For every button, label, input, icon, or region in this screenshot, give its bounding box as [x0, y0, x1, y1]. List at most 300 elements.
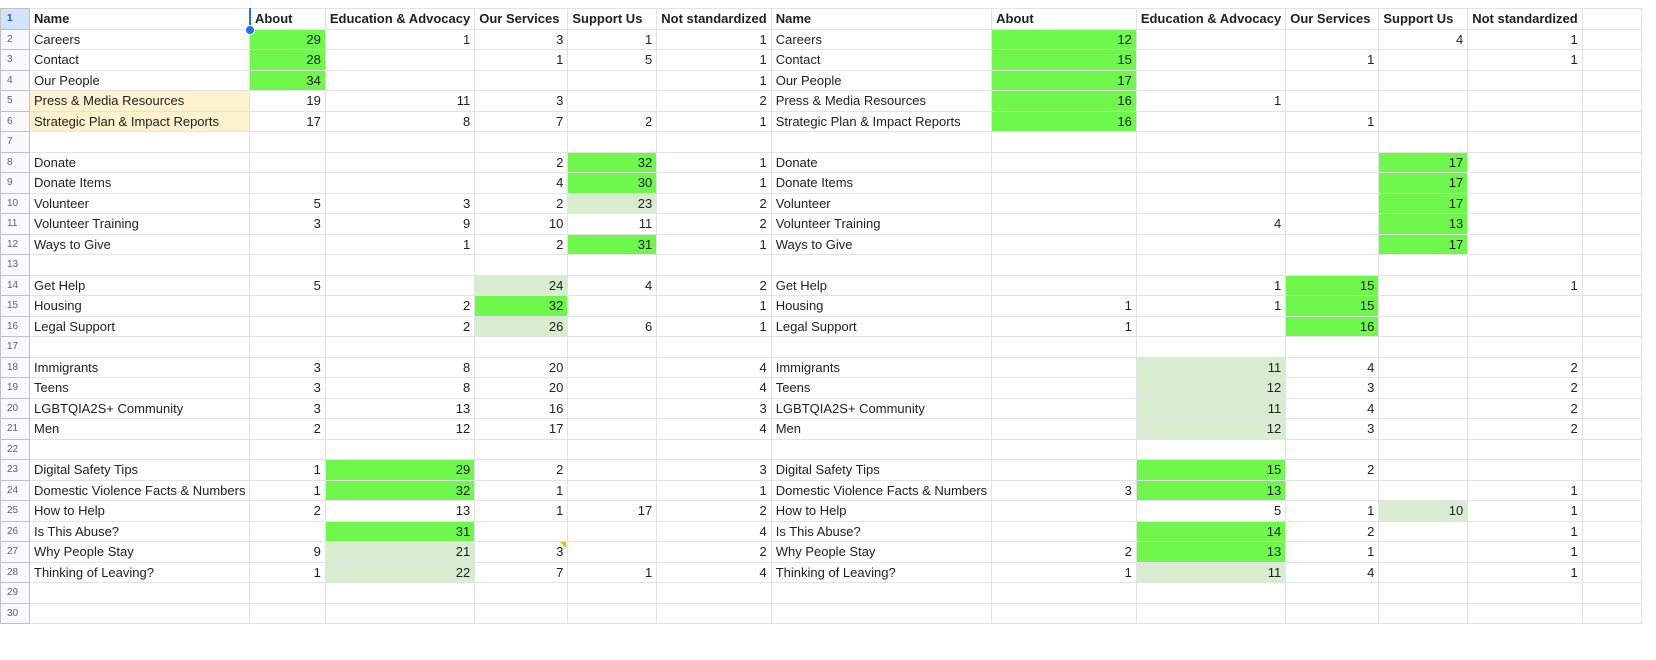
value-cell[interactable]: 1	[1468, 542, 1582, 563]
value-cell[interactable]: 1	[250, 562, 325, 583]
row-header[interactable]: 10	[1, 193, 30, 214]
value-cell[interactable]: 2	[250, 419, 325, 440]
value-cell[interactable]	[1379, 480, 1468, 501]
value-cell[interactable]: 28	[250, 50, 325, 71]
name-cell[interactable]: Housing	[30, 296, 250, 317]
value-cell[interactable]	[992, 234, 1137, 255]
name-cell[interactable]	[30, 583, 250, 604]
value-cell[interactable]	[1286, 214, 1379, 235]
value-cell[interactable]	[325, 583, 474, 604]
value-cell[interactable]: 1	[1136, 296, 1285, 317]
column-header-cell[interactable]: Education & Advocacy	[1136, 9, 1285, 30]
value-cell[interactable]: 2	[992, 542, 1137, 563]
value-cell[interactable]	[1136, 234, 1285, 255]
value-cell[interactable]: 1	[657, 111, 771, 132]
value-cell[interactable]: 13	[325, 501, 474, 522]
value-cell[interactable]	[250, 152, 325, 173]
value-cell[interactable]: 3	[475, 29, 568, 50]
value-cell[interactable]	[568, 398, 657, 419]
value-cell[interactable]: 5	[1136, 501, 1285, 522]
value-cell[interactable]: 2	[568, 111, 657, 132]
value-cell[interactable]: 2	[1286, 460, 1379, 481]
value-cell[interactable]	[250, 132, 325, 153]
value-cell[interactable]	[568, 521, 657, 542]
value-cell[interactable]	[1379, 603, 1468, 624]
value-cell[interactable]: 4	[657, 419, 771, 440]
empty-cell[interactable]	[1582, 70, 1641, 91]
empty-cell[interactable]	[1582, 357, 1641, 378]
empty-cell[interactable]	[1582, 275, 1641, 296]
name-cell[interactable]	[30, 132, 250, 153]
value-cell[interactable]: 13	[1379, 214, 1468, 235]
value-cell[interactable]	[992, 460, 1137, 481]
value-cell[interactable]	[1286, 480, 1379, 501]
value-cell[interactable]: 31	[325, 521, 474, 542]
value-cell[interactable]: 2	[475, 193, 568, 214]
value-cell[interactable]: 17	[1379, 234, 1468, 255]
value-cell[interactable]: 4	[657, 562, 771, 583]
empty-cell[interactable]	[1582, 111, 1641, 132]
value-cell[interactable]	[568, 296, 657, 317]
name-cell[interactable]: Press & Media Resources	[30, 91, 250, 112]
value-cell[interactable]: 2	[657, 275, 771, 296]
empty-cell[interactable]	[1582, 378, 1641, 399]
empty-cell[interactable]	[1582, 214, 1641, 235]
value-cell[interactable]	[992, 255, 1137, 276]
value-cell[interactable]	[657, 255, 771, 276]
row-header[interactable]: 16	[1, 316, 30, 337]
value-cell[interactable]	[568, 542, 657, 563]
value-cell[interactable]	[992, 419, 1137, 440]
value-cell[interactable]	[1468, 111, 1582, 132]
value-cell[interactable]: 4	[1286, 398, 1379, 419]
value-cell[interactable]: 2	[475, 460, 568, 481]
value-cell[interactable]	[1136, 337, 1285, 358]
value-cell[interactable]: 31	[568, 234, 657, 255]
value-cell[interactable]: 10	[475, 214, 568, 235]
value-cell[interactable]: 14	[1136, 521, 1285, 542]
value-cell[interactable]	[1468, 316, 1582, 337]
value-cell[interactable]	[1379, 521, 1468, 542]
value-cell[interactable]	[1379, 275, 1468, 296]
value-cell[interactable]: 7	[475, 562, 568, 583]
value-cell[interactable]	[1379, 337, 1468, 358]
value-cell[interactable]	[1468, 337, 1582, 358]
value-cell[interactable]: 17	[992, 70, 1137, 91]
value-cell[interactable]	[1468, 296, 1582, 317]
row-header[interactable]: 13	[1, 255, 30, 276]
value-cell[interactable]: 1	[1468, 480, 1582, 501]
value-cell[interactable]	[1468, 234, 1582, 255]
value-cell[interactable]: 1	[1286, 542, 1379, 563]
name-cell[interactable]: Strategic Plan & Impact Reports	[30, 111, 250, 132]
value-cell[interactable]: 26	[475, 316, 568, 337]
name-cell[interactable]: Donate Items	[771, 173, 991, 194]
value-cell[interactable]: 23	[568, 193, 657, 214]
value-cell[interactable]: 13	[325, 398, 474, 419]
value-cell[interactable]	[250, 521, 325, 542]
value-cell[interactable]	[1136, 70, 1285, 91]
empty-cell[interactable]	[1582, 296, 1641, 317]
value-cell[interactable]	[1379, 316, 1468, 337]
value-cell[interactable]: 17	[250, 111, 325, 132]
value-cell[interactable]: 2	[657, 542, 771, 563]
value-cell[interactable]	[568, 255, 657, 276]
empty-cell[interactable]	[1582, 480, 1641, 501]
value-cell[interactable]: 3	[475, 542, 568, 563]
name-cell[interactable]: Press & Media Resources	[771, 91, 991, 112]
row-header[interactable]: 9	[1, 173, 30, 194]
value-cell[interactable]: 20	[475, 357, 568, 378]
value-cell[interactable]	[657, 603, 771, 624]
empty-cell[interactable]	[1582, 193, 1641, 214]
name-cell[interactable]: Volunteer	[771, 193, 991, 214]
name-cell[interactable]: Volunteer Training	[771, 214, 991, 235]
value-cell[interactable]	[1286, 132, 1379, 153]
value-cell[interactable]: 4	[1286, 562, 1379, 583]
name-cell[interactable]: Contact	[771, 50, 991, 71]
selection-fill-handle[interactable]	[245, 25, 255, 35]
value-cell[interactable]	[1379, 460, 1468, 481]
value-cell[interactable]: 2	[325, 316, 474, 337]
row-header[interactable]: 21	[1, 419, 30, 440]
value-cell[interactable]: 8	[325, 357, 474, 378]
row-header[interactable]: 12	[1, 234, 30, 255]
value-cell[interactable]: 29	[325, 460, 474, 481]
value-cell[interactable]	[1136, 173, 1285, 194]
value-cell[interactable]	[1468, 173, 1582, 194]
value-cell[interactable]	[1379, 50, 1468, 71]
value-cell[interactable]	[1379, 378, 1468, 399]
value-cell[interactable]: 3	[657, 460, 771, 481]
value-cell[interactable]: 13	[1136, 542, 1285, 563]
value-cell[interactable]	[992, 152, 1137, 173]
value-cell[interactable]: 1	[1286, 501, 1379, 522]
empty-cell[interactable]	[1582, 255, 1641, 276]
column-header-cell[interactable]: Education & Advocacy	[325, 9, 474, 30]
value-cell[interactable]	[1286, 439, 1379, 460]
name-cell[interactable]: Domestic Violence Facts & Numbers	[30, 480, 250, 501]
value-cell[interactable]	[325, 50, 474, 71]
value-cell[interactable]: 1	[250, 480, 325, 501]
value-cell[interactable]	[325, 603, 474, 624]
name-cell[interactable]: Digital Safety Tips	[30, 460, 250, 481]
empty-cell[interactable]	[1582, 316, 1641, 337]
value-cell[interactable]	[475, 521, 568, 542]
value-cell[interactable]	[1468, 132, 1582, 153]
value-cell[interactable]	[1379, 419, 1468, 440]
value-cell[interactable]: 4	[657, 521, 771, 542]
value-cell[interactable]	[1468, 214, 1582, 235]
value-cell[interactable]: 1	[992, 316, 1137, 337]
value-cell[interactable]: 1	[657, 50, 771, 71]
value-cell[interactable]	[1468, 603, 1582, 624]
value-cell[interactable]	[568, 460, 657, 481]
value-cell[interactable]: 9	[325, 214, 474, 235]
empty-cell[interactable]	[1582, 603, 1641, 624]
value-cell[interactable]: 2	[475, 152, 568, 173]
value-cell[interactable]: 3	[657, 398, 771, 419]
name-cell[interactable]: Thinking of Leaving?	[771, 562, 991, 583]
empty-cell[interactable]	[1582, 521, 1641, 542]
name-cell[interactable]: Why People Stay	[30, 542, 250, 563]
value-cell[interactable]: 1	[657, 29, 771, 50]
value-cell[interactable]: 17	[1379, 152, 1468, 173]
name-cell[interactable]: LGBTQIA2S+ Community	[30, 398, 250, 419]
value-cell[interactable]	[1286, 91, 1379, 112]
value-cell[interactable]: 1	[1286, 50, 1379, 71]
value-cell[interactable]: 12	[325, 419, 474, 440]
value-cell[interactable]	[568, 419, 657, 440]
value-cell[interactable]: 20	[475, 378, 568, 399]
name-cell[interactable]: How to Help	[30, 501, 250, 522]
value-cell[interactable]	[325, 439, 474, 460]
value-cell[interactable]: 3	[325, 193, 474, 214]
value-cell[interactable]: 1	[1468, 29, 1582, 50]
empty-cell[interactable]	[1582, 583, 1641, 604]
empty-cell[interactable]	[1582, 439, 1641, 460]
value-cell[interactable]: 1	[1468, 50, 1582, 71]
empty-cell[interactable]	[1582, 398, 1641, 419]
name-cell[interactable]: Men	[30, 419, 250, 440]
name-cell[interactable]: Housing	[771, 296, 991, 317]
value-cell[interactable]: 15	[1286, 275, 1379, 296]
value-cell[interactable]	[250, 337, 325, 358]
value-cell[interactable]: 11	[568, 214, 657, 235]
value-cell[interactable]	[657, 132, 771, 153]
value-cell[interactable]: 5	[250, 193, 325, 214]
value-cell[interactable]: 1	[1468, 562, 1582, 583]
name-cell[interactable]: Why People Stay	[771, 542, 991, 563]
value-cell[interactable]: 17	[568, 501, 657, 522]
value-cell[interactable]	[568, 378, 657, 399]
value-cell[interactable]	[657, 337, 771, 358]
name-cell[interactable]: Donate	[771, 152, 991, 173]
value-cell[interactable]: 10	[1379, 501, 1468, 522]
value-cell[interactable]: 2	[1468, 357, 1582, 378]
row-header[interactable]: 4	[1, 70, 30, 91]
value-cell[interactable]	[250, 234, 325, 255]
value-cell[interactable]	[325, 275, 474, 296]
row-header[interactable]: 29	[1, 583, 30, 604]
value-cell[interactable]	[992, 398, 1137, 419]
value-cell[interactable]: 30	[568, 173, 657, 194]
value-cell[interactable]	[992, 501, 1137, 522]
value-cell[interactable]: 17	[475, 419, 568, 440]
column-header-cell[interactable]: About	[250, 9, 325, 30]
value-cell[interactable]: 2	[657, 193, 771, 214]
value-cell[interactable]: 1	[1468, 501, 1582, 522]
empty-cell[interactable]	[1582, 419, 1641, 440]
value-cell[interactable]: 5	[568, 50, 657, 71]
name-cell[interactable]: Ways to Give	[30, 234, 250, 255]
value-cell[interactable]	[1286, 255, 1379, 276]
value-cell[interactable]: 16	[475, 398, 568, 419]
name-cell[interactable]: How to Help	[771, 501, 991, 522]
value-cell[interactable]	[992, 337, 1137, 358]
cell-note-indicator[interactable]	[560, 542, 566, 548]
value-cell[interactable]	[325, 70, 474, 91]
value-cell[interactable]	[657, 583, 771, 604]
value-cell[interactable]	[568, 583, 657, 604]
value-cell[interactable]	[1136, 583, 1285, 604]
value-cell[interactable]: 1	[475, 501, 568, 522]
empty-cell[interactable]	[1582, 50, 1641, 71]
value-cell[interactable]	[568, 439, 657, 460]
value-cell[interactable]: 1	[657, 480, 771, 501]
value-cell[interactable]	[1379, 111, 1468, 132]
name-cell[interactable]: Get Help	[771, 275, 991, 296]
name-cell[interactable]	[30, 439, 250, 460]
value-cell[interactable]: 22	[325, 562, 474, 583]
row-header[interactable]: 30	[1, 603, 30, 624]
value-cell[interactable]: 4	[475, 173, 568, 194]
empty-cell[interactable]	[1582, 9, 1641, 30]
value-cell[interactable]	[250, 316, 325, 337]
row-header[interactable]: 5	[1, 91, 30, 112]
value-cell[interactable]: 3	[1286, 378, 1379, 399]
value-cell[interactable]	[1379, 562, 1468, 583]
value-cell[interactable]	[568, 357, 657, 378]
value-cell[interactable]	[1379, 70, 1468, 91]
value-cell[interactable]: 4	[568, 275, 657, 296]
value-cell[interactable]: 5	[250, 275, 325, 296]
value-cell[interactable]: 12	[992, 29, 1137, 50]
value-cell[interactable]: 1	[992, 296, 1137, 317]
value-cell[interactable]	[325, 173, 474, 194]
value-cell[interactable]	[1286, 173, 1379, 194]
name-cell[interactable]: Immigrants	[30, 357, 250, 378]
empty-cell[interactable]	[1582, 152, 1641, 173]
name-cell[interactable]: Careers	[771, 29, 991, 50]
column-header-cell[interactable]: Name	[30, 9, 250, 30]
value-cell[interactable]	[1286, 583, 1379, 604]
value-cell[interactable]: 3	[992, 480, 1137, 501]
value-cell[interactable]: 11	[1136, 562, 1285, 583]
name-cell[interactable]: Teens	[771, 378, 991, 399]
value-cell[interactable]	[992, 603, 1137, 624]
row-header[interactable]: 1	[1, 9, 30, 30]
value-cell[interactable]: 1	[475, 50, 568, 71]
value-cell[interactable]	[475, 439, 568, 460]
value-cell[interactable]: 1	[568, 562, 657, 583]
value-cell[interactable]	[1136, 152, 1285, 173]
row-header[interactable]: 15	[1, 296, 30, 317]
value-cell[interactable]	[992, 173, 1137, 194]
name-cell[interactable]: Digital Safety Tips	[771, 460, 991, 481]
name-cell[interactable]	[771, 132, 991, 153]
value-cell[interactable]: 1	[475, 480, 568, 501]
value-cell[interactable]	[250, 296, 325, 317]
name-cell[interactable]	[30, 255, 250, 276]
value-cell[interactable]	[1379, 296, 1468, 317]
row-header[interactable]: 28	[1, 562, 30, 583]
row-header[interactable]: 11	[1, 214, 30, 235]
value-cell[interactable]	[325, 152, 474, 173]
value-cell[interactable]: 2	[250, 501, 325, 522]
value-cell[interactable]	[1136, 316, 1285, 337]
value-cell[interactable]: 4	[657, 357, 771, 378]
value-cell[interactable]: 1	[657, 296, 771, 317]
value-cell[interactable]	[325, 337, 474, 358]
value-cell[interactable]	[1136, 603, 1285, 624]
name-cell[interactable]	[771, 255, 991, 276]
value-cell[interactable]	[1136, 439, 1285, 460]
value-cell[interactable]: 4	[1379, 29, 1468, 50]
name-cell[interactable]	[30, 337, 250, 358]
name-cell[interactable]: Strategic Plan & Impact Reports	[771, 111, 991, 132]
value-cell[interactable]	[1468, 255, 1582, 276]
value-cell[interactable]	[568, 132, 657, 153]
name-cell[interactable]: Men	[771, 419, 991, 440]
value-cell[interactable]	[657, 439, 771, 460]
name-cell[interactable]: Ways to Give	[771, 234, 991, 255]
name-cell[interactable]: Contact	[30, 50, 250, 71]
value-cell[interactable]	[475, 583, 568, 604]
row-header[interactable]: 22	[1, 439, 30, 460]
value-cell[interactable]: 3	[250, 398, 325, 419]
row-header[interactable]: 19	[1, 378, 30, 399]
value-cell[interactable]	[1379, 357, 1468, 378]
name-cell[interactable]: Thinking of Leaving?	[30, 562, 250, 583]
value-cell[interactable]: 4	[657, 378, 771, 399]
name-cell[interactable]: Donate	[30, 152, 250, 173]
value-cell[interactable]: 1	[1468, 521, 1582, 542]
value-cell[interactable]: 3	[475, 91, 568, 112]
value-cell[interactable]	[992, 439, 1137, 460]
row-header[interactable]: 3	[1, 50, 30, 71]
value-cell[interactable]: 1	[657, 70, 771, 91]
value-cell[interactable]: 19	[250, 91, 325, 112]
column-header-cell[interactable]: Our Services	[475, 9, 568, 30]
value-cell[interactable]	[568, 603, 657, 624]
row-header[interactable]: 17	[1, 337, 30, 358]
value-cell[interactable]	[325, 132, 474, 153]
name-cell[interactable]: Teens	[30, 378, 250, 399]
column-header-cell[interactable]: Not standardized	[657, 9, 771, 30]
name-cell[interactable]: Legal Support	[771, 316, 991, 337]
value-cell[interactable]	[1468, 152, 1582, 173]
value-cell[interactable]: 11	[1136, 357, 1285, 378]
value-cell[interactable]	[1468, 91, 1582, 112]
value-cell[interactable]: 2	[475, 234, 568, 255]
row-header[interactable]: 24	[1, 480, 30, 501]
value-cell[interactable]	[992, 132, 1137, 153]
name-cell[interactable]: Immigrants	[771, 357, 991, 378]
value-cell[interactable]: 15	[1286, 296, 1379, 317]
value-cell[interactable]: 2	[1468, 419, 1582, 440]
empty-cell[interactable]	[1582, 132, 1641, 153]
value-cell[interactable]: 7	[475, 111, 568, 132]
row-header[interactable]: 7	[1, 132, 30, 153]
value-cell[interactable]: 11	[1136, 398, 1285, 419]
value-cell[interactable]	[475, 132, 568, 153]
empty-cell[interactable]	[1582, 460, 1641, 481]
value-cell[interactable]	[1379, 255, 1468, 276]
value-cell[interactable]	[1468, 70, 1582, 91]
column-header-cell[interactable]: Name	[771, 9, 991, 30]
value-cell[interactable]: 9	[250, 542, 325, 563]
empty-cell[interactable]	[1582, 29, 1641, 50]
value-cell[interactable]: 12	[1136, 378, 1285, 399]
value-cell[interactable]: 34	[250, 70, 325, 91]
name-cell[interactable]	[771, 439, 991, 460]
value-cell[interactable]: 15	[1136, 460, 1285, 481]
value-cell[interactable]: 2	[1468, 378, 1582, 399]
value-cell[interactable]	[1286, 234, 1379, 255]
name-cell[interactable]: Is This Abuse?	[771, 521, 991, 542]
value-cell[interactable]: 1	[250, 460, 325, 481]
